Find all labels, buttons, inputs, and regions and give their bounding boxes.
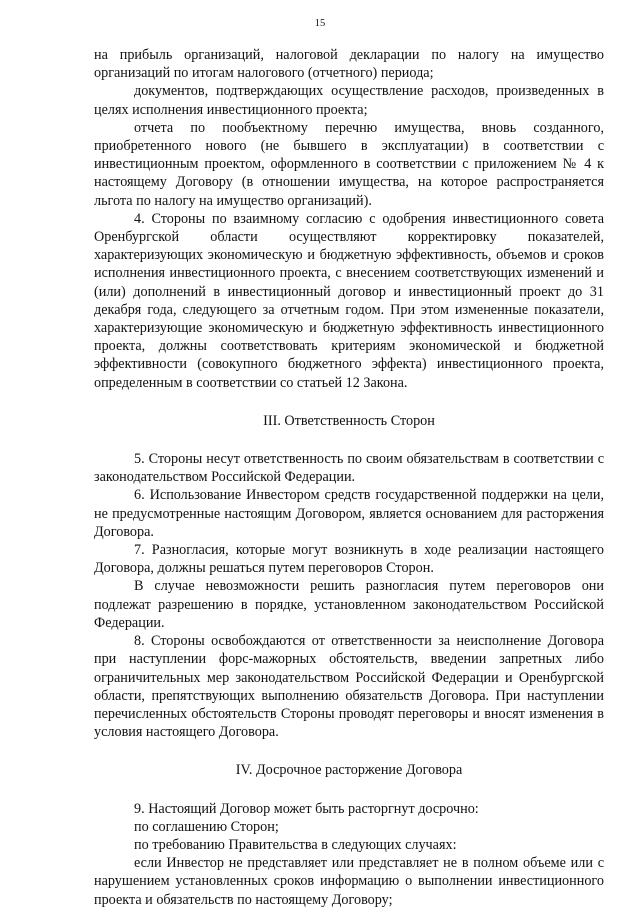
paragraph: 4. Стороны по взаимному согласию с одобрения инвестиционного совета Оренбургской области осуществляют корректировку показателей, характеризующих экономическую и бюджетную эффективность, объемов и сроков исполнения инвестиционного проекта, с внесением соответствующих изменений и (или) дополнений в инвестиционный договор и инвестиционный проект до 31 декабря года, следующего за отчетным годом. При этом измененные показатели, характеризующие экономическую и бюджетную эффективность инвестиционного проекта, должны соответствовать критериям экономической и бюджетной эффективности (совокупного бюджетного эффекта) инвестиционного проекта, определенным в соответствии со статьей 12 Закона. [94,210,604,391]
paragraph: 9. Настоящий Договор может быть расторгнут досрочно: [134,800,479,817]
paragraph: отчета по пообъектному перечню имущества, вновь созданного, приобретенного нового (не бывшего в эксплуатации) в соответствии с инвестиционным проектом, оформленного в соответствии с приложением № 4 к настоящему Договору (в отношении имущества, на которое распространяется льгота по налогу на имущество организаций). [94,119,604,209]
paragraph: В случае невозможности решить разногласия путем переговоров они подлежат разрешению в порядке, установленном законодательством Российской Федерации. [94,578,604,631]
section-heading-early-termination: IV. Досрочное расторжение Договора [235,762,463,779]
spacer [94,741,604,761]
paragraph: 8. Стороны освобождаются от ответственности за неисполнение Договора при наступлении форс-мажорных обстоятельств, введении запретных либо ограничительных мер законодательством Российской Федерации и Оренбургской области, препятствующих выполнению обязательств Договора. При наступлении перечисленных обстоятельств Стороны проводят переговоры и вносят изменения в условия настоящего Договора. [94,633,604,741]
paragraph: документов, подтверждающих осуществление расходов, произведенных в целях исполнения инвестиционного проекта; [94,83,604,118]
paragraph: 6. Использование Инвестором средств государственной поддержки на цели, не предусмотренные настоящим Договором, является основанием для расторжения Договора. [94,487,604,540]
spacer [94,392,604,412]
document-body [94,46,604,909]
spacer [94,430,604,450]
page-number: 15 [314,18,326,29]
paragraph: 5. Стороны несут ответственность по своим обязательствам в соответствии с законодательством Российской Федерации. [94,451,604,486]
paragraph: если Инвестор не представляет или представляет не в полном объеме или с нарушением установленных сроков информацию о выполнении инвестиционного проекта и обязательств по настоящему Договору; [94,855,604,908]
section-heading-responsibility: III. Ответственность Сторон [263,412,435,429]
paragraph: по соглашению Сторон; [134,818,279,835]
paragraph: на прибыль организаций, налоговой декларации по налогу на имущество организаций по итогам налогового (отчетного) периода; [94,47,604,82]
paragraph: 7. Разногласия, которые могут возникнуть в ходе реализации настоящего Договора, должны решаться путем переговоров Сторон. [94,542,604,577]
paragraph: по требованию Правительства в следующих случаях: [134,836,457,853]
spacer [94,780,604,800]
